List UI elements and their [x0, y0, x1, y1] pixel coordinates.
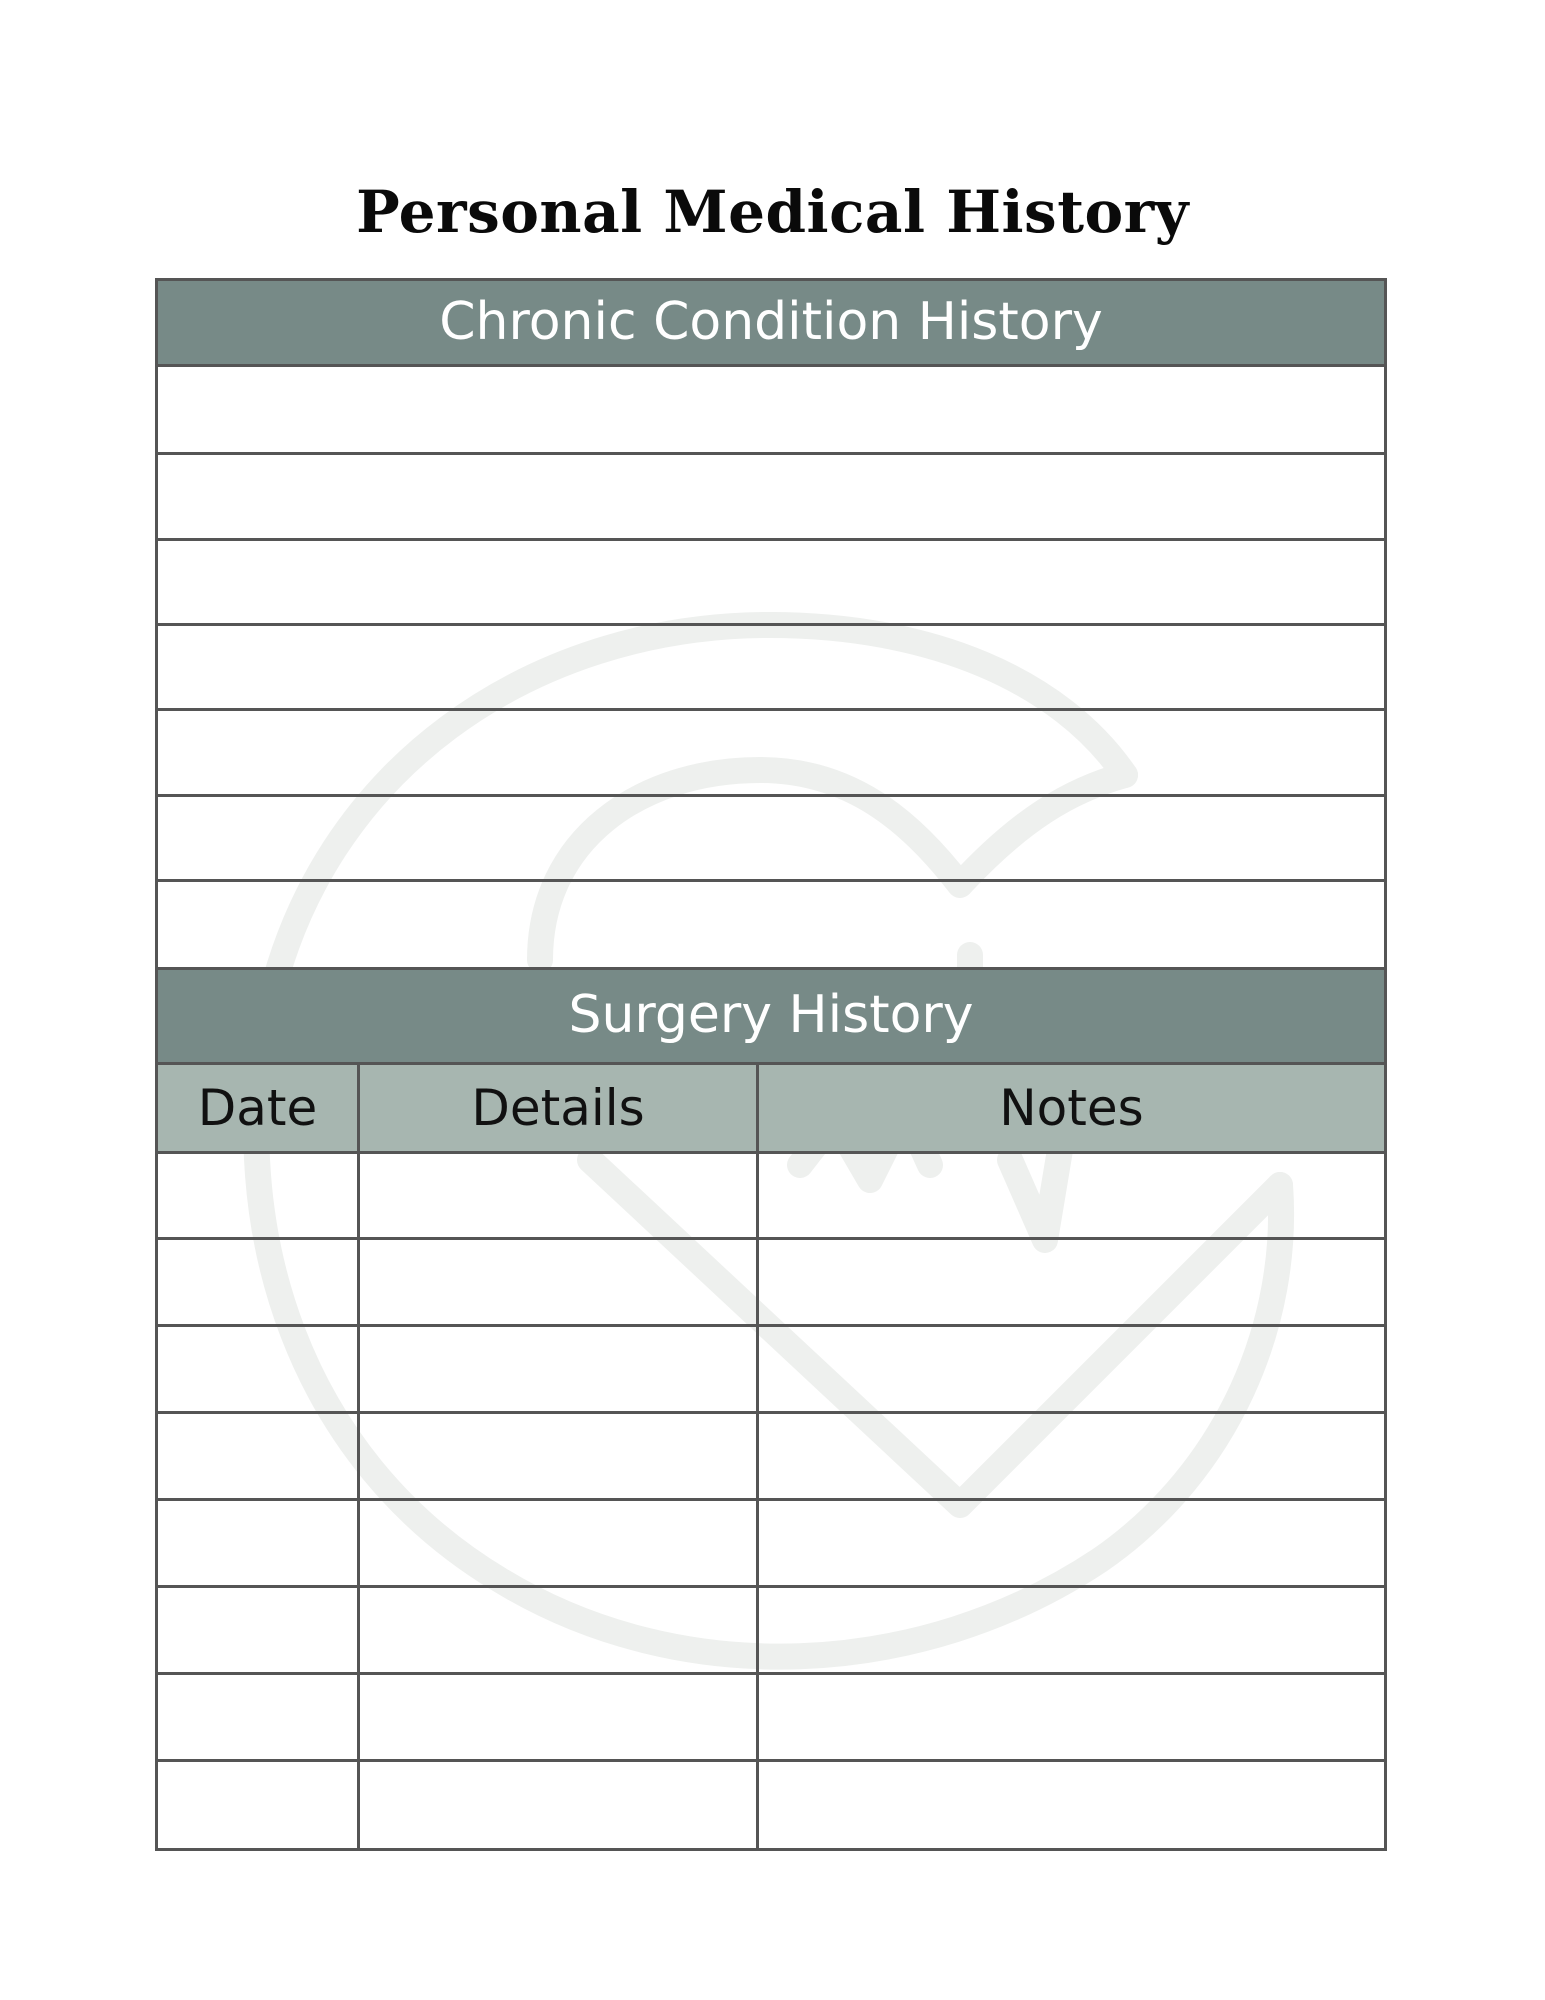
- surgery-history-heading: Surgery History: [158, 967, 1384, 1065]
- chronic-condition-heading: Chronic Condition History: [158, 281, 1384, 367]
- column-divider: [357, 1065, 360, 1848]
- chronic-row[interactable]: [158, 882, 1384, 967]
- column-header-notes: Notes: [999, 1079, 1144, 1137]
- surgery-row[interactable]: [158, 1501, 1384, 1585]
- surgery-row[interactable]: [158, 1154, 1384, 1237]
- medical-history-form: [155, 278, 1387, 1851]
- surgery-row[interactable]: [158, 1414, 1384, 1498]
- column-divider: [756, 1065, 759, 1848]
- surgery-row[interactable]: [158, 1327, 1384, 1411]
- chronic-row[interactable]: [158, 626, 1384, 708]
- surgery-column-headers: [158, 1065, 1384, 1151]
- chronic-row[interactable]: [158, 541, 1384, 623]
- surgery-row[interactable]: [158, 1675, 1384, 1759]
- page-title: Personal Medical History: [356, 178, 1189, 246]
- chronic-row[interactable]: [158, 367, 1384, 452]
- chronic-row[interactable]: [158, 797, 1384, 879]
- surgery-row[interactable]: [158, 1762, 1384, 1848]
- column-header-details: Details: [471, 1079, 645, 1137]
- column-header-date: Date: [197, 1079, 318, 1137]
- surgery-row[interactable]: [158, 1240, 1384, 1324]
- surgery-row[interactable]: [158, 1588, 1384, 1672]
- chronic-row[interactable]: [158, 711, 1384, 794]
- chronic-row[interactable]: [158, 455, 1384, 538]
